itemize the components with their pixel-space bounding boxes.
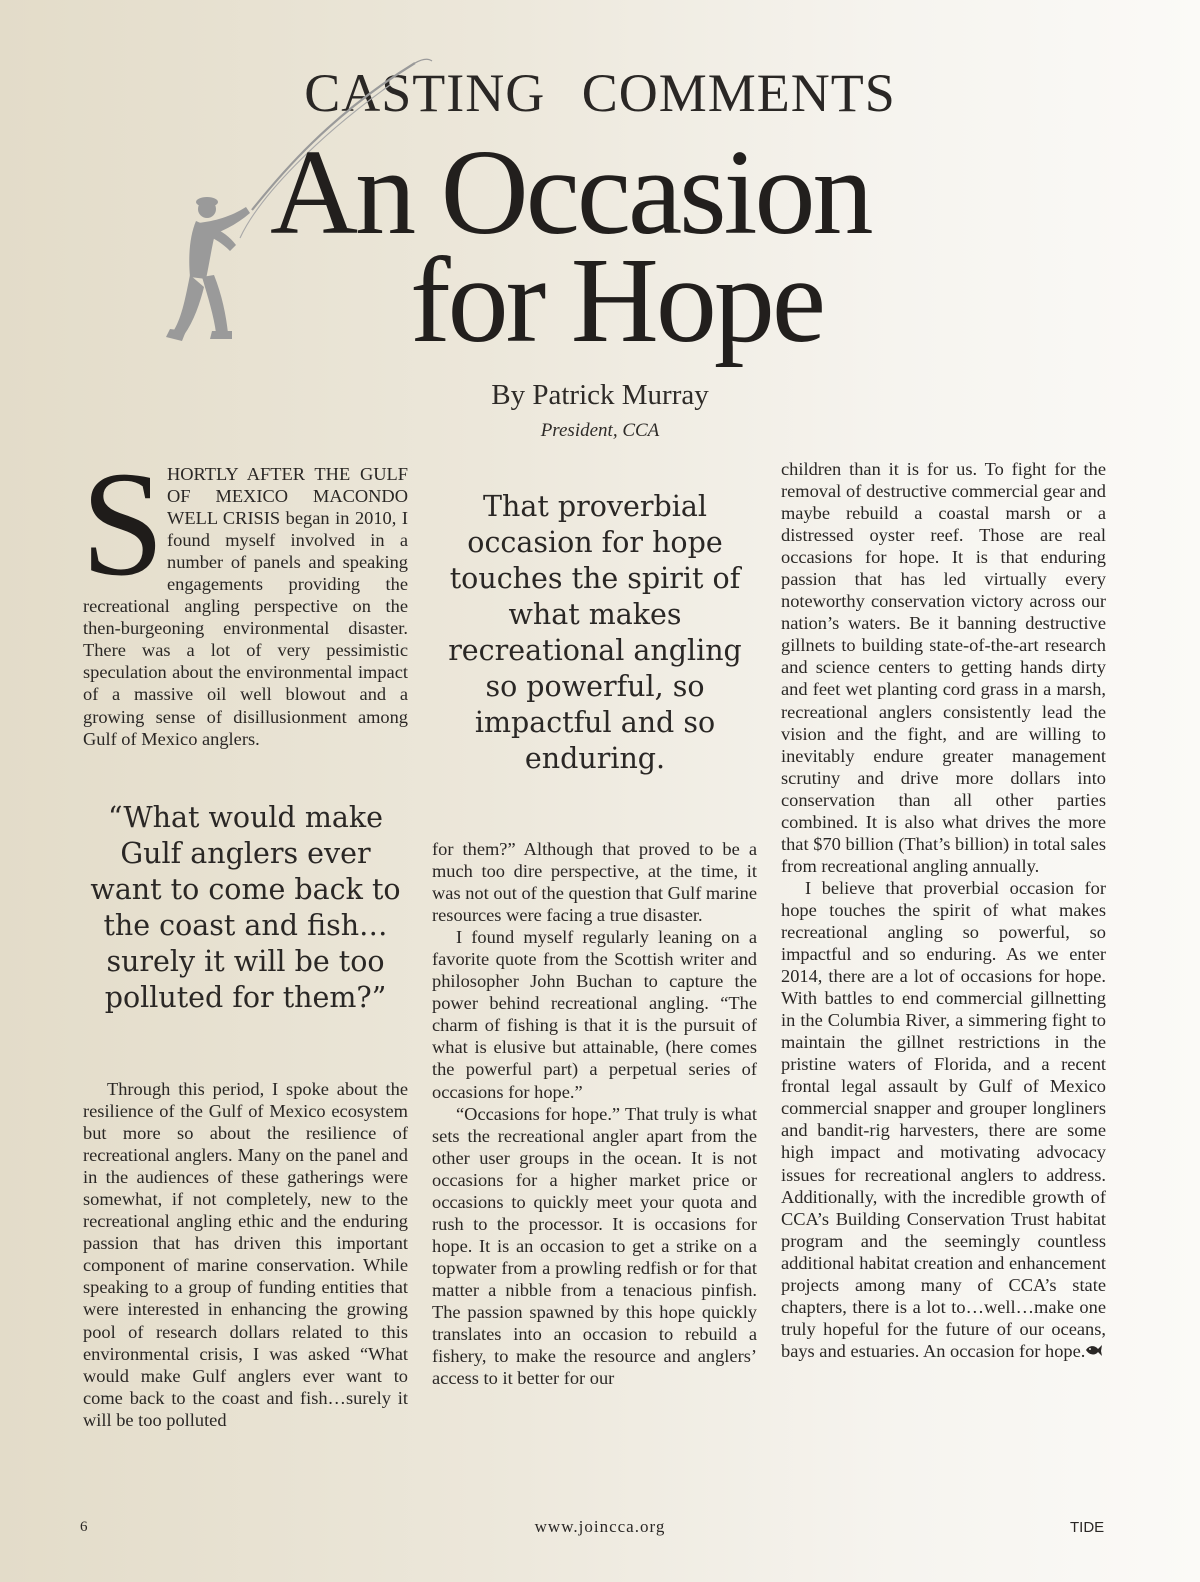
body-column-1 — [83, 1078, 408, 1431]
fish-end-mark-icon — [1085, 1343, 1103, 1357]
article-title-line-1: An Occasion — [270, 125, 871, 260]
body-column-3 — [781, 458, 1106, 1362]
paragraph — [781, 877, 1106, 1362]
pull-quote-left: “What would make Gulf anglers ever want to come back to the coast and fish…surely it will be too polluted for them?” — [90, 801, 401, 1014]
paragraph: Through this period, I spoke about the resilience of the Gulf of Mexico ecosystem but more so about the resilience of recreational anglers. Many on the panel and in the audiences of these gatherings were somewhat, if not completely, new to the recreational angling ethic and the enduring passion that has driven this important component of marine conservation. While speaking to a group of funding entities that were interested in enhancing the growing pool of research dollars related to this environmental crisis, I was asked “What would make Gulf anglers ever want to come back to the coast and fish…surely it will be too polluted — [83, 1079, 408, 1430]
intro-caps: HORTLY AFTER THE GULF OF MEXICO MACONDO WELL CRISIS — [167, 464, 408, 529]
intro-paragraph — [81, 441, 408, 750]
footer-url: www.joincca.org — [534, 1517, 666, 1536]
paragraph-text: I believe that proverbial occasion for hope touches the spirit of what makes recreational angling so powerful, so impactful and so enduring. As we enter 2014, there are a lot of occasions for hope. With battles to end commercial gillnetting in the Columbia River, a simmering fight to maintain the gillnet restrictions in the pristine waters of Florida, and a recent frontal legal assault by Gulf of Mexico commercial snapper and grouper longliners and bandit-rig harvesters, there are some high impact and motivating advocacy issues for recreational anglers to address. Additionally, with the incredible growth of CCA’s Building Conservation Trust habitat program and the seemingly countless additional habitat creation and enhancement projects among many of CCA’s state chapters, there is a lot to…well…make one truly hopeful for the future of our oceans, bays and estuaries. An occasion for hope. — [781, 877, 1106, 1361]
paragraph: for them?” Although that proved to be a much too dire perspective, at the time, it was not out of the question that Gulf marine resources were facing a true disaster. — [432, 839, 757, 926]
body-column-2 — [432, 838, 757, 1389]
byline: By Patrick Murray — [491, 379, 709, 411]
article-title-line-2: for Hope — [410, 233, 824, 368]
magazine-name: TIDE — [1070, 1519, 1105, 1536]
paragraph: I found myself regularly leaning on a favorite quote from the Scottish writer and philosopher John Buchan to capture the power behind recreational angling. “The charm of fishing is that it is the pursuit of what is elusive but attainable, (here comes the powerful part) a perpetual series of occasions for hope.” — [432, 927, 757, 1102]
drop-cap: S — [81, 441, 165, 607]
paragraph: children than it is for us. To fight for the removal of destructive commercial gear and maybe rebuild a coastal marsh or a distressed oyster reef. Those are real occasions for hope. It is that enduring passion that has led virtually every noteworthy conservation victory across our nation’s waters. Be it banning destructive gillnets to building state-of-the-art research and science centers to getting hands dirty and feet wet planting cord grass in a marsh, recreational anglers consistently lead the vision and the fight, and are willing to inevitably endure greater management scrutiny and drive more dollars into conservation than all other parties combined. It is also what drives the more that $70 billion (That’s billion) in total sales from recreational angling annually. — [781, 459, 1106, 876]
author-role: President, CCA — [540, 420, 660, 441]
paragraph: “Occasions for hope.” That truly is what sets the recreational angler apart from the other user groups in the ocean. It is not occasions for a higher market price or occasions to quickly meet your quota and rush to the processor. It is occasions for hope. It is an occasion to get a strike on a topwater from a prowling redfish or for that matter a nibble from a tenacious pinfish. The passion spawned by this hope quickly translates into an occasion to rebuild a fishery, to make the resource and anglers’ access to it better for our — [432, 1103, 757, 1389]
section-kicker: CASTING COMMENTS — [304, 63, 896, 123]
pull-quote-center: That proverbial occasion for hope touches the spirit of what makes recreational angling so powerful, so impactful and so enduring. — [448, 490, 742, 775]
intro-text: began in 2010, I found myself involved in a number of panels and speaking engagements providing the recreational angling perspective on the then-burgeoning environmental disaster. There was a lot of very pessimistic speculation about the environmental impact of a massive oil well blowout and a growing sense of disillusionment among Gulf of Mexico anglers. — [83, 508, 408, 749]
page-number: 6 — [80, 1519, 88, 1535]
